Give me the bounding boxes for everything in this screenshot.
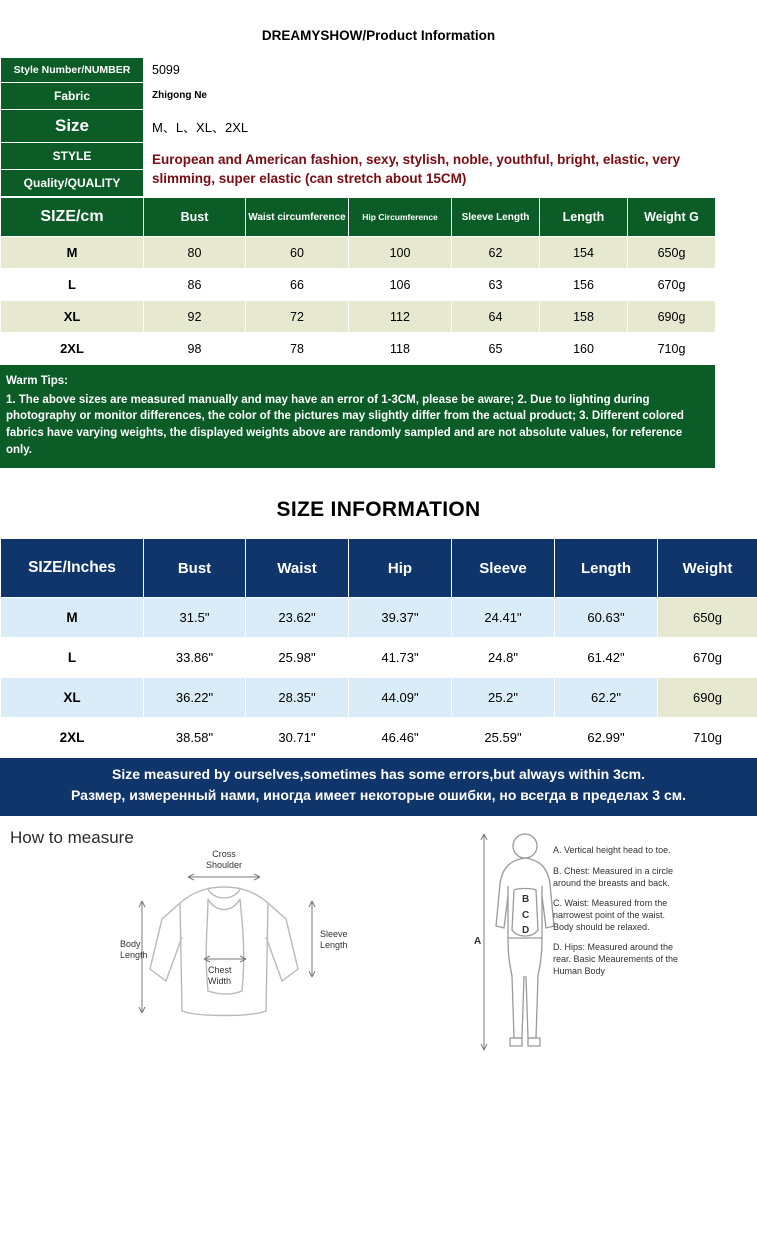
cell-in-2xl-sleeve: 25.59" (452, 718, 555, 758)
label-chest-width-1: Chest (208, 965, 232, 976)
cell-xl-sleeve: 64 (452, 301, 540, 333)
col-header-waist-in: Waist (246, 539, 349, 598)
col-header-length-in: Length (555, 539, 658, 598)
spec-label-style: STYLE (1, 143, 144, 170)
cell-in-2xl-weight: 710g (658, 718, 757, 758)
table-row (1, 83, 716, 110)
cell-2xl-sleeve: 65 (452, 333, 540, 365)
cell-xl-length: 158 (540, 301, 628, 333)
cell-in-xl-waist: 28.35" (246, 678, 349, 718)
row-label-in-xl: XL (1, 678, 144, 718)
spec-table (0, 57, 716, 197)
row-label-in-2xl: 2XL (1, 718, 144, 758)
garment-svg (120, 841, 350, 1041)
spec-label-fabric: Fabric (1, 83, 144, 110)
table-row (1, 58, 716, 83)
cell-in-l-waist: 25.98" (246, 638, 349, 678)
measurement-note-ru: Размер, измеренный нами, иногда имеет некоторые ошибки, но всегда в пределах 3 см. (71, 787, 686, 804)
cell-xl-hip: 112 (349, 301, 452, 333)
cell-in-2xl-waist: 30.71" (246, 718, 349, 758)
cell-l-sleeve: 63 (452, 269, 540, 301)
table-row (1, 143, 716, 170)
cell-in-2xl-hip: 46.46" (349, 718, 452, 758)
cell-m-weight: 650g (628, 237, 716, 269)
cell-in-l-weight: 670g (658, 638, 757, 678)
cell-in-xl-bust: 36.22" (144, 678, 246, 718)
cell-xl-waist: 72 (246, 301, 349, 333)
marker-a: A (474, 936, 482, 948)
label-chest-width-2: Width (208, 976, 232, 987)
cell-xl-weight: 690g (628, 301, 716, 333)
cell-in-m-waist: 23.62" (246, 598, 349, 638)
cell-in-m-weight: 650g (658, 598, 757, 638)
table-row (1, 333, 716, 365)
spec-label-quality: Quality/QUALITY (1, 170, 144, 197)
cell-in-m-sleeve: 24.41" (452, 598, 555, 638)
label-cross-shoulder-1: Cross (212, 849, 236, 860)
measure-legend (553, 844, 683, 985)
col-header-bust: Bust (144, 198, 246, 237)
table-row (1, 598, 757, 638)
table-row (1, 301, 716, 333)
col-header-hip: Hip Circumference (349, 198, 452, 237)
col-header-sleeve-in: Sleeve (452, 539, 555, 598)
cell-in-xl-sleeve: 25.2" (452, 678, 555, 718)
legend-item-d: D. Hips: Measured around the rear. Basic Meaurements of the Human Body (553, 942, 679, 977)
cell-in-2xl-bust: 38.58" (144, 718, 246, 758)
label-cross-shoulder-2: Shoulder (205, 860, 243, 871)
cell-in-xl-hip: 44.09" (349, 678, 452, 718)
page-title: DREAMYSHOW/Product Information (261, 28, 496, 43)
legend-item-a: A. Vertical height head to toe. (553, 845, 671, 856)
spec-label-style-number: Style Number/NUMBER (1, 58, 144, 83)
warm-tips-block (0, 365, 715, 468)
table-row (1, 718, 757, 758)
spec-value-size: M、L、XL、2XL (144, 110, 716, 143)
cell-l-length: 156 (540, 269, 628, 301)
col-header-length: Length (540, 198, 628, 237)
marker-d: D (522, 925, 530, 937)
row-label-m: M (1, 237, 144, 269)
cell-in-l-length: 61.42" (555, 638, 658, 678)
measurement-note-en: Size measured by ourselves,sometimes has some errors,but always within 3cm. (112, 766, 645, 783)
label-sleeve-length-2: Length (320, 940, 348, 951)
table-row (1, 678, 757, 718)
cell-in-xl-length: 62.2" (555, 678, 658, 718)
col-header-size-inches: SIZE/Inches (1, 539, 144, 598)
cell-in-l-hip: 41.73" (349, 638, 452, 678)
legend-item-c: C. Waist: Measured from the narrowest point of the waist. Body should be relaxed. (553, 897, 668, 933)
table-header-row (1, 198, 716, 237)
cell-m-sleeve: 62 (452, 237, 540, 269)
table-row (1, 638, 757, 678)
spec-value-style-number: 5099 (144, 58, 716, 83)
cell-in-xl-weight: 690g (658, 678, 757, 718)
cell-in-m-hip: 39.37" (349, 598, 452, 638)
row-label-in-m: M (1, 598, 144, 638)
size-table-inches (0, 538, 757, 758)
spec-value-style-description: European and American fashion, sexy, stylish, noble, youthful, bright, elastic, very slimming, super elastic (can stretch about 15CM) (144, 143, 716, 197)
cell-m-hip: 100 (349, 237, 452, 269)
cell-l-weight: 670g (628, 269, 716, 301)
cell-l-bust: 86 (144, 269, 246, 301)
col-header-sleeve: Sleeve Length (452, 198, 540, 237)
col-header-size-cm: SIZE/cm (1, 198, 144, 237)
col-header-weight-in: Weight (658, 539, 757, 598)
cell-xl-bust: 92 (144, 301, 246, 333)
warm-tips-body: 1. The above sizes are measured manually and may have an error of 1-3CM, please be aware; 2. Due to lighting during photography or monitor differences, the color of the pictures may slightly differ from the actual product; 3. Different colored fabrics have varying weights, the displayed weights above are randomly sampled and are not absolute values, for reference only. (6, 393, 684, 456)
label-body-length-2: Length (120, 950, 148, 961)
col-header-hip-in: Hip (349, 539, 452, 598)
col-header-weight: Weight G (628, 198, 716, 237)
cell-in-m-length: 60.63" (555, 598, 658, 638)
table-row (1, 110, 716, 143)
col-header-waist: Waist circumference (246, 198, 349, 237)
cell-m-waist: 60 (246, 237, 349, 269)
cell-2xl-hip: 118 (349, 333, 452, 365)
label-body-length-1: Body (120, 939, 141, 950)
col-header-bust-in: Bust (144, 539, 246, 598)
cell-in-l-sleeve: 24.8" (452, 638, 555, 678)
row-label-in-l: L (1, 638, 144, 678)
cell-in-m-bust: 31.5" (144, 598, 246, 638)
label-sleeve-length-1: Sleeve (320, 929, 348, 940)
marker-b: B (522, 894, 530, 906)
cell-2xl-bust: 98 (144, 333, 246, 365)
spec-value-fabric: Zhigong Ne (144, 83, 716, 110)
row-label-l: L (1, 269, 144, 301)
cell-m-length: 154 (540, 237, 628, 269)
warm-tips-title: Warm Tips: (6, 375, 68, 387)
table-row (1, 269, 716, 301)
size-table-cm (0, 197, 716, 365)
cell-m-bust: 80 (144, 237, 246, 269)
cell-l-waist: 66 (246, 269, 349, 301)
row-label-2xl: 2XL (1, 333, 144, 365)
table-row (1, 237, 716, 269)
cell-2xl-weight: 710g (628, 333, 716, 365)
how-to-measure-title: How to measure (10, 828, 134, 848)
how-to-measure-section (0, 816, 757, 1081)
cell-in-l-bust: 33.86" (144, 638, 246, 678)
size-information-title: SIZE INFORMATION (276, 498, 481, 522)
marker-c: C (522, 910, 530, 922)
legend-item-b: B. Chest: Measured in a circle around the breasts and back. (553, 865, 674, 888)
cell-in-2xl-length: 62.99" (555, 718, 658, 758)
garment-measure-diagram (120, 841, 350, 1041)
spec-label-size: Size (1, 110, 144, 143)
row-label-xl: XL (1, 301, 144, 333)
cell-l-hip: 106 (349, 269, 452, 301)
cell-2xl-length: 160 (540, 333, 628, 365)
table-header-row (1, 539, 757, 598)
measurement-note (0, 758, 757, 816)
cell-2xl-waist: 78 (246, 333, 349, 365)
